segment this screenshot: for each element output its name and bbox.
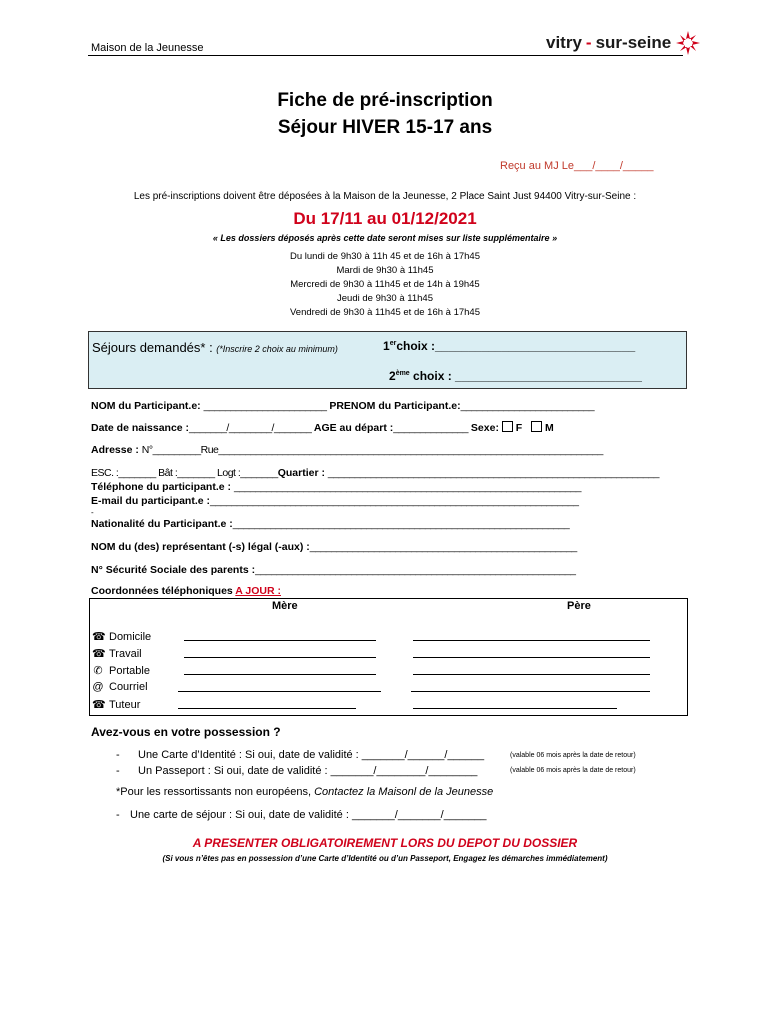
passeport-field[interactable]: Un Passeport : Si oui, date de validité : _______/________/________ <box>138 765 478 777</box>
star-logo-icon <box>675 30 701 56</box>
pere-domicile-field[interactable] <box>413 640 650 641</box>
page-subtitle: Séjour HIVER 15-17 ans <box>277 117 493 138</box>
email-label: E-mail du participant.e : <box>91 495 211 507</box>
pere-travail-field[interactable] <box>413 657 650 658</box>
intro-text: Les pré-inscriptions doivent être déposées à la Maison de la Jeunesse, 2 Place Saint Just 94400 Vitry-sur-Seine : <box>133 191 637 202</box>
logo-text-seine: sur-seine <box>595 33 672 52</box>
sexe-m-checkbox[interactable] <box>531 421 542 432</box>
sexe-f-label: F <box>515 422 523 434</box>
telephone-label: Téléphone du participant.e : <box>91 481 234 493</box>
sexe-f-checkbox[interactable] <box>502 421 513 432</box>
secu-label: N° Sécurité Sociale des parents : <box>91 564 256 576</box>
naissance-field[interactable]: _______/________/_______ <box>189 422 312 434</box>
passeport-validity-note: (valable 06 mois après la date de retour) <box>510 767 636 774</box>
email-row[interactable] <box>91 495 578 507</box>
choix-1-sup: er <box>389 340 397 347</box>
choix-2-sup: ème <box>395 370 410 377</box>
sejours-label <box>92 340 338 355</box>
phone-row-travail <box>92 647 142 660</box>
row-label: Courriel <box>109 681 148 693</box>
representant-label: NOM du (des) représentant (-s) légal (-aux) : <box>91 541 310 553</box>
choix-2-num: 2 <box>389 369 396 383</box>
quartier-label: Quartier : <box>277 467 328 479</box>
cni-field[interactable]: Une Carte d’Identité : Si oui, date de validité : _______/______/______ <box>138 749 485 761</box>
sexe-m-label: M <box>545 422 554 434</box>
quartier-field[interactable]: ______________________________________________________________ <box>327 467 659 479</box>
nom-prenom-row[interactable] <box>91 400 594 412</box>
row-label: Domicile <box>109 630 152 643</box>
hours-line: Mercredi de 9h30 à 11h45 et de 14h à 19h45 <box>290 279 480 290</box>
representant-field[interactable]: __________________________________________________ <box>309 541 577 553</box>
email-field[interactable]: _____________________________________________________________________ <box>210 495 579 507</box>
sexe-label: Sexe: <box>468 422 502 434</box>
mandatory-subnote: (Si vous n’êtes pas en possession d’une Carte d’Identité ou d’un Passeport, Engagez les démarches immédiatement) <box>162 854 608 863</box>
mandatory-notice: A PRESENTER OBLIGATOIREMENT LORS DU DEPOT DU DOSSIER <box>192 836 578 850</box>
vitry-logo <box>546 30 701 56</box>
sejour-field[interactable]: Une carte de séjour : Si oui, date de validité : _______/_______/_______ <box>130 809 487 821</box>
phone-row-courriel <box>92 681 148 693</box>
cni-validity-note: (valable 06 mois après la date de retour) <box>510 752 636 759</box>
secu-row[interactable] <box>91 564 575 576</box>
row-label: Travail <box>109 647 142 660</box>
mere-portable-field[interactable] <box>184 674 376 675</box>
esc-bat-logt-field[interactable]: ESC. :_______ Bât :_______ Logt :_______ <box>91 467 278 479</box>
sejours-label-text: Séjours demandés* : <box>92 340 217 355</box>
ressortissants-text: *Pour les ressortissants non européens, <box>116 786 315 798</box>
age-label: AGE au départ : <box>311 422 394 434</box>
tuteur-field-left[interactable] <box>178 708 356 709</box>
nom-label: NOM du Participant.e: <box>91 400 204 412</box>
logo-text-vitry: vitry <box>546 33 582 52</box>
pere-portable-field[interactable] <box>413 674 650 675</box>
possession-question: Avez-vous en votre possession ? <box>91 725 281 739</box>
coord-label-red: A JOUR : <box>235 585 281 597</box>
row-label: Tuteur <box>109 698 141 711</box>
nationalite-field[interactable]: _______________________________________________________________ <box>232 518 570 530</box>
phone-icon: ☎ <box>92 631 106 643</box>
phone-icon: ☎ <box>92 699 106 711</box>
pere-courriel-field[interactable] <box>411 691 650 692</box>
hours-line: Jeudi de 9h30 à 11h45 <box>337 293 433 304</box>
choix-2-field[interactable] <box>389 369 642 383</box>
page-title: Fiche de pré-inscription <box>277 90 493 111</box>
dash-marker: - <box>91 508 94 517</box>
telephone-row[interactable] <box>91 481 581 493</box>
phone-row-domicile <box>92 630 151 643</box>
row-label: Portable <box>109 664 150 677</box>
nationalite-label: Nationalité du Participant.e : <box>91 518 233 530</box>
passeport-row[interactable]: - Un Passeport : Si oui, date de validité : _______/________/________ <box>116 765 478 777</box>
choix-2-text: choix : ____________________________ <box>409 369 642 383</box>
choix-1-num: 1 <box>383 339 390 353</box>
late-note: « Les dossiers déposés après cette date seront mises sur liste supplémentaire » <box>212 233 558 243</box>
age-field[interactable]: ______________ <box>393 422 468 434</box>
nom-field[interactable]: _______________________ <box>203 400 327 412</box>
hours-line: Vendredi de 9h30 à 11h45 et de 16h à 17h45 <box>290 307 480 318</box>
choix-1-text: choix :______________________________ <box>396 339 636 353</box>
choix-1-field[interactable] <box>383 339 635 353</box>
header-rule <box>88 55 683 56</box>
phone-row-portable <box>92 664 150 677</box>
phone-row-tuteur <box>92 698 140 711</box>
esc-quartier-row[interactable] <box>91 467 659 479</box>
naissance-label: Date de naissance : <box>91 422 190 434</box>
telephone-field[interactable]: _________________________________________________________________ <box>233 481 582 493</box>
adresse-field[interactable]: N°_________Rue________________________________________________________________________ <box>141 444 603 456</box>
sejour-row[interactable]: - Une carte de séjour : Si oui, date de validité : _______/_______/_______ <box>116 809 487 821</box>
prenom-label: PRENOM du Participant.e: <box>326 400 461 412</box>
ressortissants-note <box>116 786 493 798</box>
hours-line: Mardi de 9h30 à 11h45 <box>336 265 434 276</box>
deadline-dates: Du 17/11 au 01/12/2021 <box>293 209 477 228</box>
naissance-row[interactable] <box>91 421 554 434</box>
mere-travail-field[interactable] <box>184 657 376 658</box>
opening-hours <box>0 250 770 320</box>
logo-dash: - <box>585 33 592 52</box>
mere-domicile-field[interactable] <box>184 640 376 641</box>
nationalite-row[interactable] <box>91 518 569 530</box>
sejours-hint: (*Inscrire 2 choix au minimum) <box>216 344 338 354</box>
hours-line: Du lundi de 9h30 à 11h 45 et de 16h à 17h45 <box>290 251 480 262</box>
mere-courriel-field[interactable] <box>178 691 381 692</box>
ressortissants-italic: Contactez la Maisonl de la Jeunesse <box>314 786 494 798</box>
adresse-row[interactable] <box>91 444 603 456</box>
at-icon: @ <box>92 681 104 693</box>
cni-row[interactable]: - Une Carte d’Identité : Si oui, date de validité : _______/______/______ <box>116 749 485 761</box>
tuteur-field-right[interactable] <box>413 708 617 709</box>
mobile-icon: ✆ <box>93 665 103 677</box>
org-name: Maison de la Jeunesse <box>91 42 204 54</box>
coord-label: Coordonnées téléphoniques <box>91 585 236 597</box>
phone-icon: ☎ <box>92 648 106 660</box>
prenom-field[interactable]: _________________________ <box>460 400 595 412</box>
representant-row[interactable] <box>91 541 577 553</box>
pere-header: Père <box>567 600 591 612</box>
received-stamp: Reçu au MJ Le___/____/_____ <box>500 160 654 172</box>
mere-header: Mère <box>272 600 298 612</box>
coord-heading <box>91 585 281 597</box>
secu-field[interactable]: ____________________________________________________________ <box>255 564 576 576</box>
adresse-label: Adresse : <box>91 444 142 456</box>
